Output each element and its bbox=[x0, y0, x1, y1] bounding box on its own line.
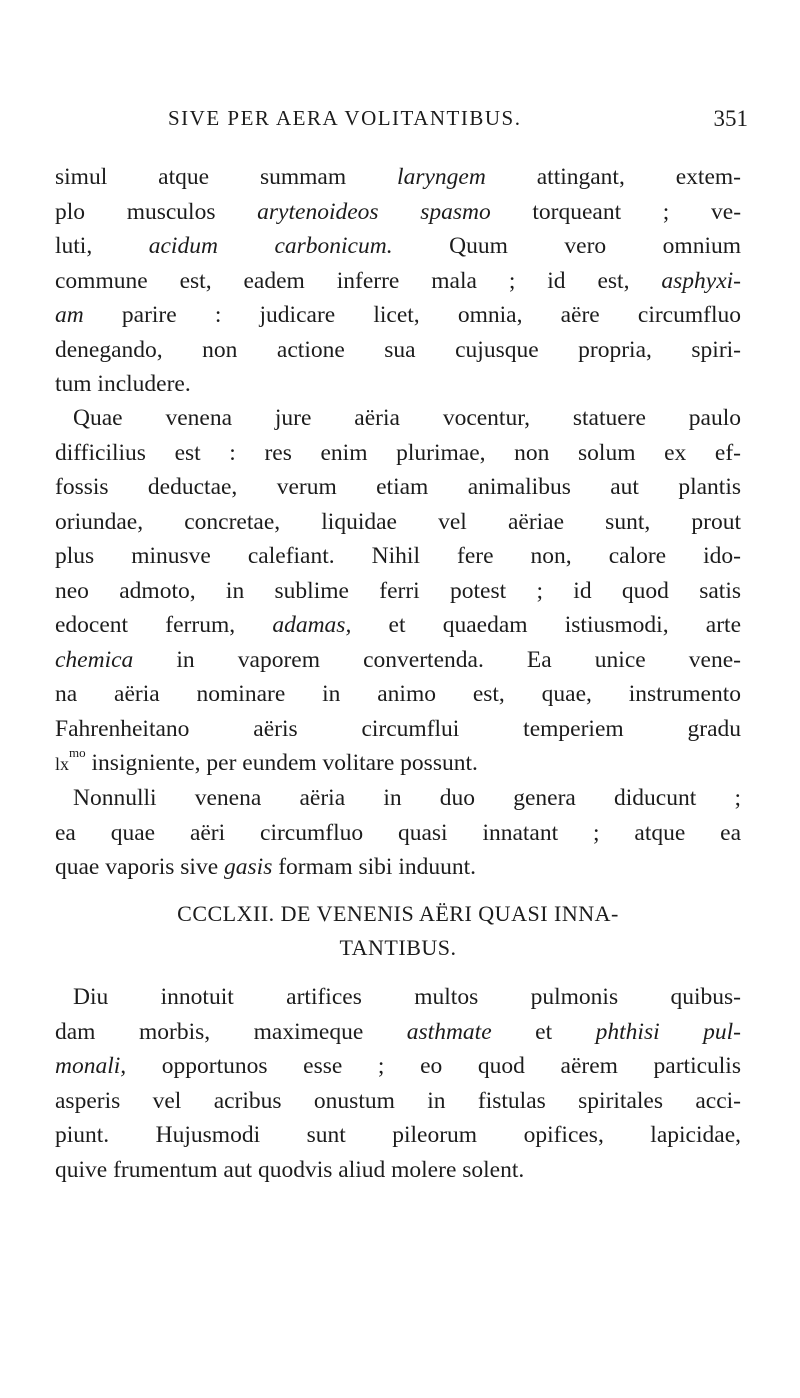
italic-term: adamas, bbox=[272, 612, 352, 638]
text-line: plo musculos arytenoideos spasmo torqueant ; ve- bbox=[55, 198, 742, 225]
text-line: piunt. Hujusmodi sunt pileorum opifices, lapicidae, bbox=[55, 1122, 741, 1148]
text-line: difficilius est : res enim plurimae, non solum ex ef- bbox=[55, 439, 741, 466]
text-line: simul atque summam laryngem attingant, extem- bbox=[55, 164, 741, 190]
italic-term: gasis bbox=[224, 854, 273, 880]
text-line: Diu innotuit artifices multos pulmonis quibus- bbox=[73, 984, 741, 1010]
paragraph-1 bbox=[55, 160, 741, 402]
text-line: tum includere. bbox=[55, 371, 191, 397]
italic-term: asthmate bbox=[406, 1018, 492, 1045]
text-line: oriundae, concretae, liquidae vel aëriae sunt, prout bbox=[55, 508, 741, 535]
text-line: luti, acidum carbonicum. Quum vero omnium bbox=[55, 233, 742, 259]
running-header bbox=[168, 106, 748, 142]
text-line: asperis vel acribus onustum in fistulas spiritales acci- bbox=[55, 1087, 741, 1114]
text-line: commune est, eadem inferre mala ; id est, asphyxi- bbox=[55, 267, 741, 294]
text-line: dam morbis, maximeque asthmate et phthisi pul- bbox=[55, 1018, 741, 1045]
paragraph-3 bbox=[55, 781, 741, 885]
text-line: quive frumentum aut quodvis aliud molere solent. bbox=[55, 1156, 525, 1183]
section-heading bbox=[55, 897, 741, 965]
italic-term: asphyxi- bbox=[661, 267, 741, 294]
text-line: fossis deductae, verum etiam animalibus aut plantis bbox=[55, 474, 741, 500]
text-line: neo admoto, in sublime ferri potest ; id quod satis bbox=[55, 577, 741, 604]
superscript: mo bbox=[69, 745, 86, 760]
small-caps-numeral: lx bbox=[55, 754, 70, 774]
text-line: quae vaporis sive gasis formam sibi induunt. bbox=[55, 854, 477, 880]
paragraph-2 bbox=[55, 401, 741, 781]
italic-term: arytenoideos spasmo bbox=[257, 198, 491, 225]
section-heading-line: TANTIBUS. bbox=[339, 935, 457, 960]
text-line: monali, opportunos esse ; eo quod aërem particulis bbox=[55, 1053, 741, 1079]
text-line: chemica in vaporem convertenda. Ea unice vene- bbox=[55, 646, 741, 673]
text-line: ea quae aëri circumfluo quasi innatant ; atque ea bbox=[55, 819, 741, 846]
text-line: na aëria nominare in animo est, quae, instrumento bbox=[55, 681, 741, 707]
text-line: Quae venena jure aëria vocentur, statuere paulo bbox=[73, 405, 741, 431]
text-line: Fahrenheitano aëris circumflui temperiem gradu bbox=[55, 715, 741, 742]
italic-term: acidum carbonicum. bbox=[148, 233, 393, 259]
running-head-title: SIVE PER AERA VOLITANTIBUS. bbox=[168, 106, 522, 130]
italic-term: chemica bbox=[55, 646, 134, 673]
paragraph-4 bbox=[55, 980, 741, 1187]
text-line: $lx^{mo}$ insigniente, per eundem volitare possunt. bbox=[55, 745, 478, 776]
text-line: edocent ferrum, adamas, et quaedam istiusmodi, arte bbox=[55, 612, 741, 638]
italic-term: monali, bbox=[55, 1053, 127, 1079]
page-number: 351 bbox=[713, 106, 748, 131]
italic-term: am bbox=[55, 302, 84, 328]
italic-term: phthisi pul- bbox=[595, 1018, 741, 1045]
text-line: Nonnulli venena aëria in duo genera diducunt ; bbox=[73, 785, 741, 811]
section-heading-line: CCCLXII. DE VENENIS AËRI QUASI INNA- bbox=[177, 901, 619, 926]
text-line: am parire : judicare licet, omnia, aëre circumfluo bbox=[55, 302, 741, 328]
italic-term: laryngem bbox=[397, 164, 486, 190]
text-line: plus minusve calefiant. Nihil fere non, calore ido- bbox=[55, 543, 741, 569]
text-line: denegando, non actione sua cujusque propria, spiri- bbox=[55, 336, 741, 363]
